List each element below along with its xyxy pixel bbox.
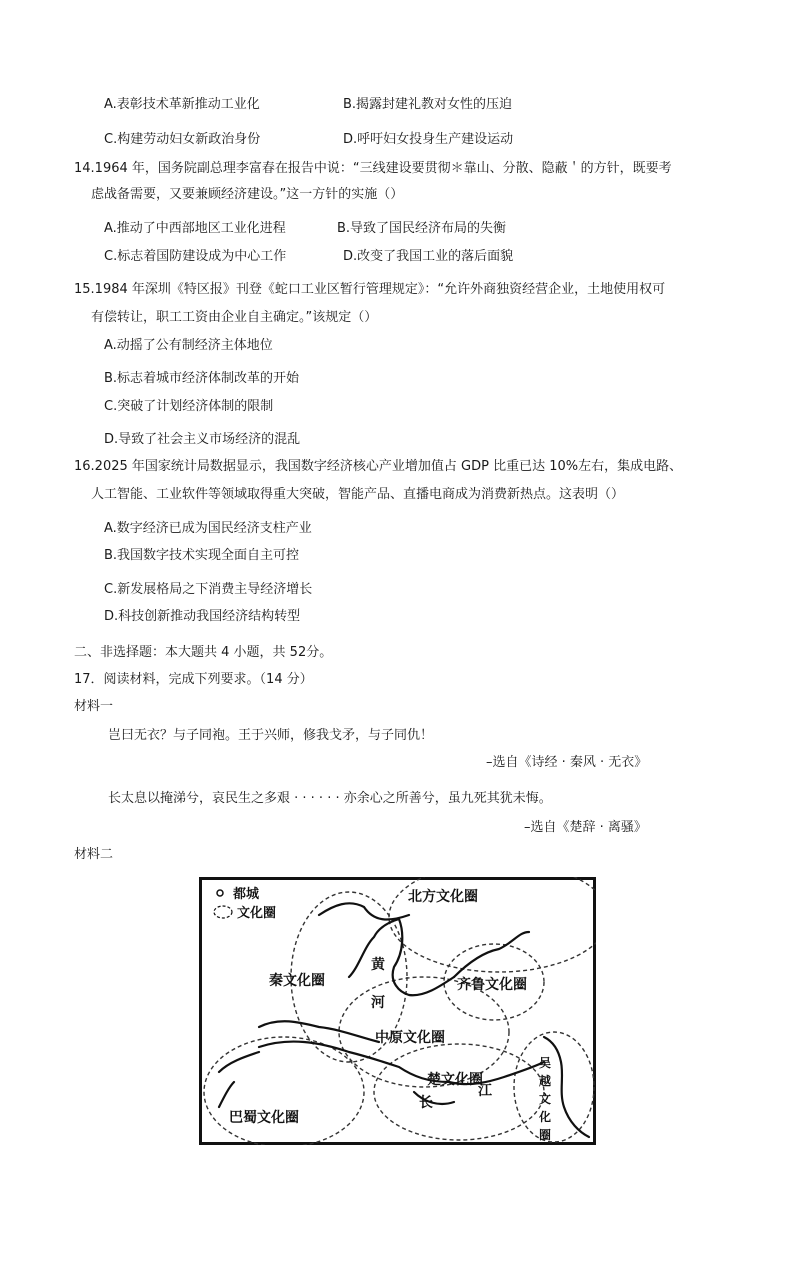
material2-label: 材料二 [74,847,114,862]
legend-culture-label: 文化圈 [237,906,277,921]
q13-option-d: D.呼吁妇女投身生产建设运动 [343,132,514,147]
q16-option-a: A.数字经济已成为国民经济支柱产业 [104,521,312,536]
q17-title: 17．阅读材料，完成下列要求。（14 分） [74,672,313,687]
q14-option-a: A.推动了中西部地区工业化进程 [104,221,286,236]
q16-stem-line2: 人工智能、工业软件等领域取得重大突破，智能产品、直播电商成为消费新热点。这表明（） [91,487,625,502]
q13-option-a: A.表彰技术革新推动工业化 [104,97,260,112]
poem-wuyi: 岂曰无衣？与子同袍。王于兴师，修我戈矛，与子同仇！ [108,728,434,743]
section2-heading: 二、非选择题：本大题共 4 小题，共 52分。 [74,645,333,660]
q14-option-b: B.导致了国民经济布局的失衡 [337,221,507,236]
label-changjiang-2: 江 [478,1083,492,1099]
label-wuyue-5: 圈 [538,1128,552,1142]
q15-option-a: A.动摇了公有制经济主体地位 [104,338,273,353]
label-wuyue-4: 化 [538,1110,552,1124]
label-bashu: 巴蜀文化圈 [229,1110,299,1126]
q13-option-c: C.构建劳动妇女新政治身份 [104,132,261,147]
q14-option-c: C.标志着国防建设成为中心工作 [104,249,287,264]
q15-option-d: D.导致了社会主义市场经济的混乱 [104,432,301,447]
source-chuci: –选自《楚辞 · 离骚》 [524,820,647,835]
label-huanghe-2: 河 [371,995,385,1011]
q16-option-b: B.我国数字技术实现全面自主可控 [104,548,300,563]
q15-option-b: B.标志着城市经济体制改革的开始 [104,371,300,386]
q15-stem-line1: 15.1984 年深圳《特区报》刊登《蛇口工业区暂行管理规定》：“允许外商独资经营企业，土地使用权可 [74,282,666,297]
label-chu: 楚文化圈 [427,1072,483,1088]
q15-stem-line2: 有偿转让，职工工资由企业自主确定。”该规定（） [91,310,378,325]
q14-option-d: D.改变了我国工业的落后面貌 [343,249,514,264]
q16-stem-line1: 16.2025 年国家统计局数据显示，我国数字经济核心产业增加值占 GDP 比重已达 10%左右，集成电路、 [74,459,683,474]
q13-option-b: B.揭露封建礼教对女性的压迫 [343,97,513,112]
q14-stem-line2: 虑战备需要，又要兼顾经济建设。”这一方针的实施（） [91,187,404,202]
culture-circle-map [199,877,596,1145]
q14-stem-line1: 14.1964 年，国务院副总理李富春在报告中说：“三线建设要贯彻＊靠山、分散、隐蔽＇的方针，既要考 [74,161,672,176]
label-wuyue-3: 文 [538,1092,552,1106]
label-zhongyuan: 中原文化圈 [375,1030,445,1046]
label-qin: 秦文化圈 [269,973,325,989]
legend-capital-label: 都城 [233,887,260,902]
label-north: 北方文化圈 [408,889,478,905]
q16-option-c: C.新发展格局之下消费主导经济增长 [104,582,313,597]
label-changjiang-1: 长 [419,1095,433,1111]
label-wuyue-1: 吴 [538,1056,552,1070]
material1-label: 材料一 [74,699,114,714]
label-huanghe-1: 黄 [371,957,385,973]
source-shijing: –选自《诗经 · 秦风 · 无衣》 [486,755,648,770]
label-wuyue-2: 越 [538,1074,552,1088]
q16-option-d: D.科技创新推动我国经济结构转型 [104,609,301,624]
poem-lisao: 长太息以掩涕兮，哀民生之多艰 · · · · · · 亦余心之所善兮，虽九死其犹未悔。 [108,791,552,806]
label-qilu: 齐鲁文化圈 [457,977,527,993]
q15-option-c: C.突破了计划经济体制的限制 [104,399,274,414]
